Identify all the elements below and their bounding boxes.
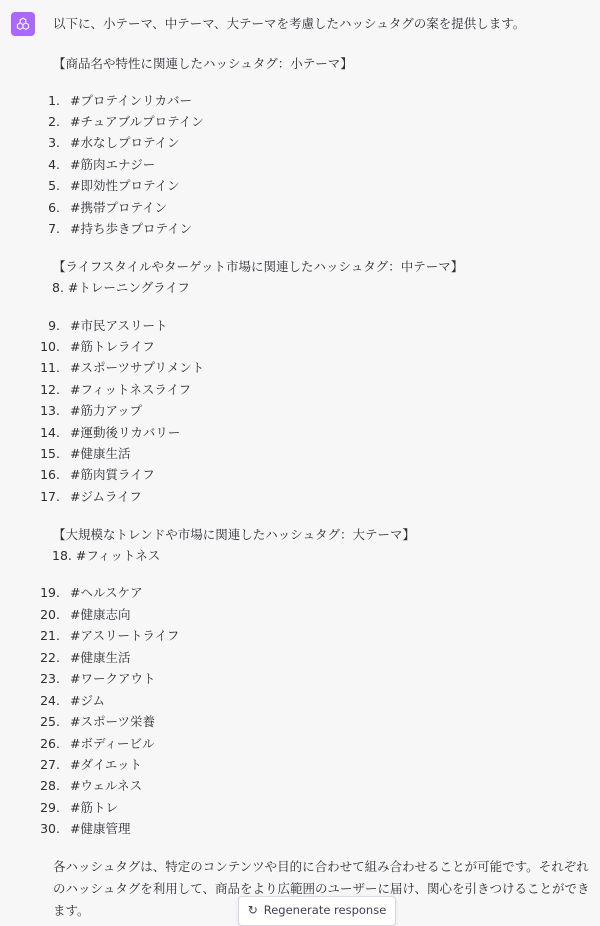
list-item-number: 27. (40, 757, 60, 772)
hashtag-text: #持ち歩きプロテイン (70, 221, 193, 236)
list-item-number: 25. (40, 714, 60, 729)
hashtag-text: #水なしプロテイン (70, 135, 180, 150)
openai-logo-icon (15, 16, 31, 32)
inline-list-item: 8. #トレーニングライフ (52, 280, 190, 295)
hashtag-text: #フィットネスライフ (70, 382, 192, 397)
hashtag-text: #筋肉質ライフ (70, 467, 155, 482)
list-item-number: 13. (40, 403, 60, 418)
list-item-number: 23. (40, 671, 60, 686)
list-item-number: 12. (40, 382, 60, 397)
list-item-number: 29. (40, 800, 60, 815)
list-item-number: 7. (48, 221, 60, 236)
hashtag-text: #健康生活 (70, 446, 131, 461)
list-item-number: 22. (40, 650, 60, 665)
list-item-number: 26. (40, 736, 60, 751)
hashtag-text: #健康管理 (70, 821, 131, 836)
hashtag-text: #筋肉エナジー (70, 157, 156, 172)
list-item-number: 2. (48, 114, 60, 129)
hashtag-text: #健康志向 (70, 607, 131, 622)
list-item-number: 28. (40, 778, 60, 793)
list-item-number: 4. (48, 157, 60, 172)
regenerate-label: Regenerate response (263, 903, 387, 917)
list-item-number: 20. (40, 607, 60, 622)
list-item-number: 16. (40, 467, 60, 482)
inline-list-item: 18. #フィットネス (52, 548, 161, 563)
hashtag-text: #スポーツサプリメント (70, 360, 205, 375)
hashtag-text: #プロテインリカバー (70, 93, 192, 108)
hashtag-text: #アスリートライフ (70, 628, 180, 643)
section-heading-large-theme: 【大規模なトレンドや市場に関連したハッシュタグ：大テーマ】 (53, 527, 415, 542)
list-item-number: 6. (48, 200, 60, 215)
refresh-icon: ↻ (247, 903, 258, 917)
list-item-number: 1. (48, 93, 60, 108)
hashtag-text: #筋トレライフ (70, 339, 155, 354)
regenerate-response-button[interactable] (238, 896, 396, 926)
hashtag-text: #ワークアウト (70, 671, 156, 686)
list-item-number: 11. (40, 360, 60, 375)
section-heading-small-theme: 【商品名や特性に関連したハッシュタグ：小テーマ】 (53, 56, 353, 71)
hashtag-text: #ジムライフ (70, 489, 142, 504)
hashtag-text: #運動後リカバリー (70, 425, 181, 440)
hashtag-text: #チュアブルプロテイン (70, 114, 204, 129)
list-item-number: 17. (40, 489, 60, 504)
hashtag-text: #ジム (70, 693, 105, 708)
list-item-number: 19. (40, 585, 60, 600)
hashtag-text: #筋力アップ (70, 403, 143, 418)
list-item-number: 21. (40, 628, 60, 643)
hashtag-text: #筋トレ (70, 800, 118, 815)
message-outro: 各ハッシュタグは、特定のコンテンツや目的に合わせて組み合わせることが可能です。それぞれのハッシュタグを利用して、商品をより広範囲のユーザーに届け、関心を引きつけることができます。 (53, 859, 590, 918)
list-item-number: 9. (48, 318, 60, 333)
hashtag-text: #携帯プロテイン (70, 200, 168, 215)
list-item-number: 30. (40, 821, 60, 836)
list-item-number: 10. (40, 339, 60, 354)
message-intro: 以下に、小テーマ、中テーマ、大テーマを考慮したハッシュタグの案を提供します。 (53, 16, 526, 31)
list-item-number: 24. (40, 693, 60, 708)
hashtag-text: #健康生活 (70, 650, 131, 665)
list-item-number: 15. (40, 446, 60, 461)
list-item-number: 5. (48, 178, 60, 193)
hashtag-text: #ウェルネス (70, 778, 143, 793)
list-item-number: 14. (40, 425, 60, 440)
section-heading-middle-theme: 【ライフスタイルやターゲット市場に関連したハッシュタグ：中テーマ】 (53, 259, 464, 274)
hashtag-text: #市民アスリート (70, 318, 168, 333)
hashtag-text: #ヘルスケア (70, 585, 143, 600)
hashtag-text: #即効性プロテイン (70, 178, 180, 193)
assistant-avatar (11, 12, 35, 36)
list-item-number: 3. (48, 135, 60, 150)
hashtag-text: #ダイエット (70, 757, 142, 772)
hashtag-text: #ボディービル (70, 736, 155, 751)
hashtag-text: #スポーツ栄養 (70, 714, 155, 729)
